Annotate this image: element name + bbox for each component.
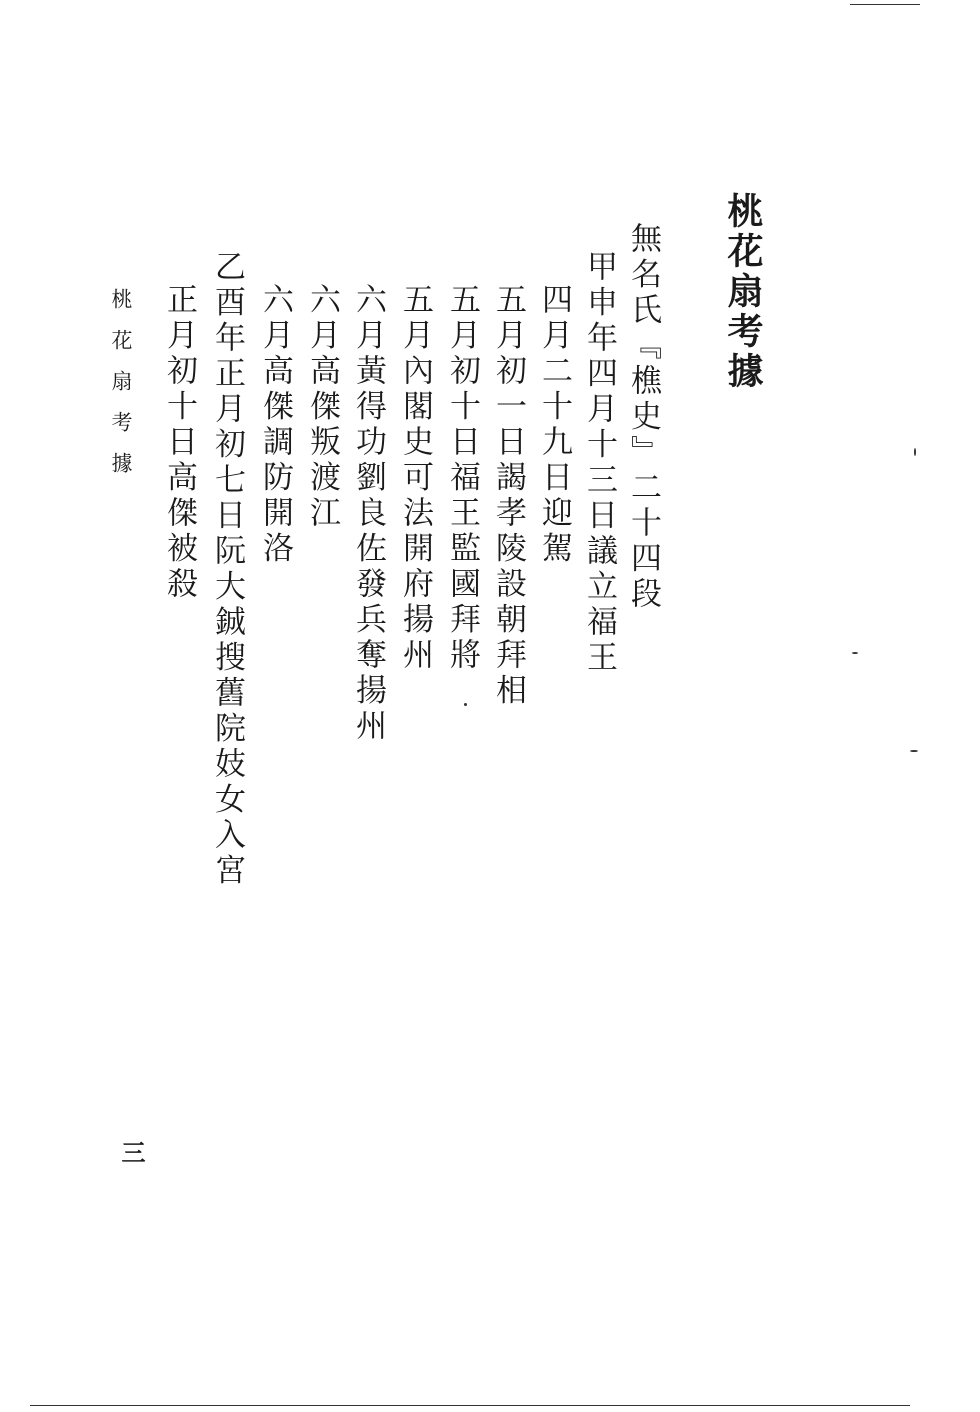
text-line-4: 五月初一日謁孝陵設朝拜相 [490, 283, 526, 709]
scan-speck [914, 448, 916, 456]
top-edge-line [850, 4, 920, 5]
text-line-9: 六月高傑調防開洛 [257, 283, 293, 567]
margin-running-title: 桃花扇考據 [109, 288, 133, 493]
scan-speck [910, 750, 918, 752]
text-line-10: 乙酉年正月初七日阮大鋮搜舊院妓女入宮 [209, 250, 245, 889]
text-line-5: 五月初十日福王監國拜將 [444, 283, 480, 674]
bottom-edge-line [30, 1405, 910, 1406]
scan-speck [852, 652, 858, 654]
text-line-11: 正月初十日高傑被殺 [161, 283, 197, 603]
text-line-6: 五月內閣史可法開府揚州 [397, 283, 433, 674]
text-line-8: 六月高傑叛渡江 [304, 283, 340, 532]
text-line-1: 無名氏『樵史』二十四段 [625, 222, 661, 613]
text-line-7: 六月黃得功劉良佐發兵奪揚州 [350, 283, 386, 745]
page-title: 桃花扇考據 [722, 192, 764, 392]
page-number: 三 [117, 1140, 146, 1164]
scan-speck [464, 703, 467, 706]
text-line-3: 四月二十九日迎駕 [536, 283, 572, 567]
text-line-2: 甲申年四月十三日議立福王 [581, 250, 617, 676]
